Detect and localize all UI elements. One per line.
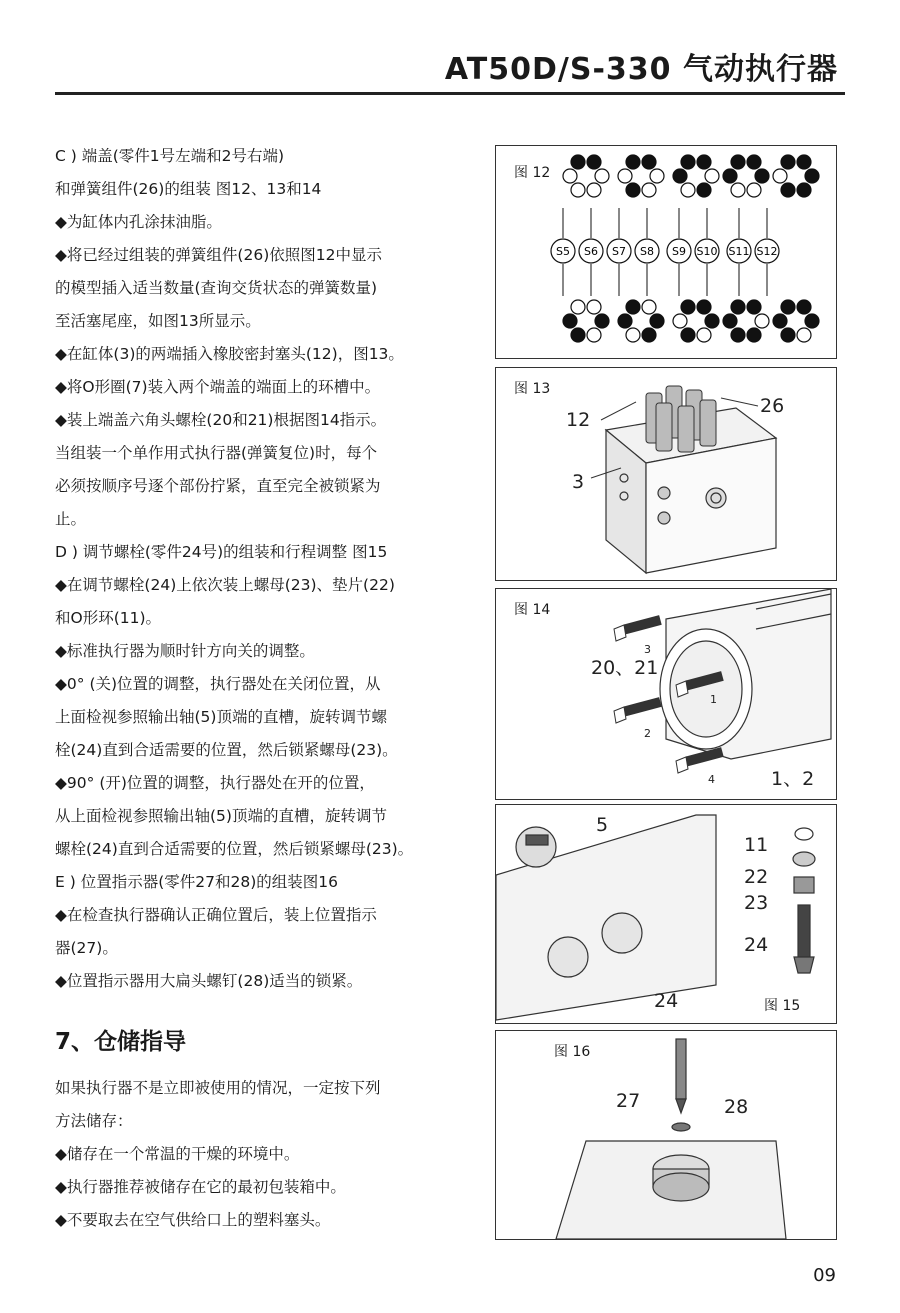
spring-position-dot	[747, 155, 761, 169]
paragraph-line: ◆装上端盖六角头螺栓(20和21)根据图14指示。	[55, 411, 387, 429]
spring-position-dot	[650, 169, 664, 183]
spring-position-dot	[697, 328, 711, 342]
figure-14-label: 图 14	[514, 602, 551, 618]
spring-position-dot	[705, 169, 719, 183]
paragraph-line: ◆0° (关)位置的调整，执行器处在关闭位置，从	[55, 675, 381, 693]
spring-position-dot	[563, 169, 577, 183]
spring-position-dot	[747, 183, 761, 197]
spring-position-dot	[587, 155, 601, 169]
spring-position-dot	[587, 328, 601, 342]
spring-label: S5	[556, 245, 570, 258]
spring-position-dot	[797, 328, 811, 342]
paragraph-line: 当组装一个单作用式执行器(弹簧复位)时，每个	[55, 444, 378, 462]
spring-position-dot	[571, 300, 585, 314]
paragraph-line: C ) 端盖(零件1号左端和2号右端)	[55, 147, 285, 165]
paragraph-line: ◆在检查执行器确认正确位置后，装上位置指示	[55, 906, 377, 924]
spring-position-dot	[731, 328, 745, 342]
paragraph-line: ◆为缸体内孔涂抹油脂。	[55, 213, 222, 231]
callout-22: 22	[744, 866, 769, 888]
adjustment-bolt-illustration	[496, 805, 836, 1023]
spring-label: S6	[584, 245, 598, 258]
spring-position-dot	[805, 169, 819, 183]
spring-label: S12	[756, 245, 778, 258]
page-number: 09	[813, 1265, 836, 1286]
spring-position-dot	[642, 328, 656, 342]
figure-16	[495, 1030, 837, 1240]
spring-position-dot	[626, 300, 640, 314]
callout-27: 27	[616, 1090, 641, 1112]
spring-position-dot	[781, 300, 795, 314]
spring-position-dot	[805, 314, 819, 328]
spring-position-dot	[571, 183, 585, 197]
bolt-number-1: 1	[710, 693, 717, 706]
spring-position-dot	[781, 328, 795, 342]
spring-position-dot	[595, 169, 609, 183]
spring-position-dot	[747, 300, 761, 314]
spring-position-dot	[797, 300, 811, 314]
spring-position-dot	[595, 314, 609, 328]
bolt-number-4: 4	[708, 773, 715, 786]
cylinder-spring-illustration	[496, 368, 836, 580]
spring-position-dot	[618, 314, 632, 328]
callout-12: 12	[566, 409, 591, 431]
spring-label: S10	[696, 245, 718, 258]
spring-position-dot	[618, 169, 632, 183]
spring-position-dot	[697, 300, 711, 314]
position-indicator-illustration	[496, 1031, 836, 1239]
paragraph-line: ◆90° (开)位置的调整，执行器处在开的位置，	[55, 774, 375, 792]
end-cap-bolt-illustration	[496, 589, 836, 799]
spring-position-dot	[755, 169, 769, 183]
paragraph-line: 从上面检视参照输出轴(5)顶端的直槽，旋转调节	[55, 807, 387, 825]
section-7-text	[55, 1072, 485, 1237]
figure-12	[495, 145, 837, 359]
paragraph-line: 栓(24)直到合适需要的位置，然后锁紧螺母(23)。	[55, 741, 398, 759]
callout-24-bottom: 24	[654, 990, 679, 1012]
spring-position-dot	[642, 155, 656, 169]
paragraph-line: ◆在缸体(3)的两端插入橡胶密封塞头(12)，图13。	[55, 345, 404, 363]
callout-26: 26	[760, 395, 785, 417]
paragraph-line: 和O形环(11)。	[55, 609, 162, 627]
figure-12-label: 图 12	[514, 165, 551, 181]
paragraph-line: 器(27)。	[55, 939, 118, 957]
paragraph-line: 至活塞尾座，如图13所显示。	[55, 312, 261, 330]
bolt-number-3: 3	[644, 643, 651, 656]
figure-15-label: 图 15	[764, 998, 801, 1014]
spring-position-dot	[797, 183, 811, 197]
paragraph-line: ◆标准执行器为顺时针方向关的调整。	[55, 642, 315, 660]
callout-20-21: 20、21	[591, 657, 659, 679]
spring-label: S8	[640, 245, 654, 258]
paragraph-line: 的模型插入适当数量(查询交货状态的弹簧数量)	[55, 279, 378, 297]
paragraph-line: E ) 位置指示器(零件27和28)的组装图16	[55, 873, 338, 891]
spring-position-dot	[673, 314, 687, 328]
figure-15	[495, 804, 837, 1024]
paragraph-line: 和弹簧组件(26)的组装 图12、13和14	[55, 180, 322, 198]
spring-position-dot	[626, 183, 640, 197]
spring-position-dot	[781, 155, 795, 169]
spring-position-dot	[681, 300, 695, 314]
paragraph-line: ◆在调节螺栓(24)上依次装上螺母(23)、垫片(22)	[55, 576, 395, 594]
spring-position-dot	[587, 183, 601, 197]
figure-13-label: 图 13	[514, 381, 551, 397]
spring-position-dot	[747, 328, 761, 342]
spring-position-dot	[755, 314, 769, 328]
paragraph-line: 如果执行器不是立即被使用的情况，一定按下列	[55, 1079, 381, 1097]
page-title: AT50D/S-330 气动执行器	[444, 52, 838, 87]
spring-position-dot	[731, 155, 745, 169]
spring-position-dot	[587, 300, 601, 314]
spring-position-dot	[571, 328, 585, 342]
spring-position-dot	[626, 155, 640, 169]
paragraph-line: 螺栓(24)直到合适需要的位置，然后锁紧螺母(23)。	[55, 840, 414, 858]
spring-position-dot	[563, 314, 577, 328]
spring-position-dot	[642, 183, 656, 197]
callout-1-2: 1、2	[771, 768, 815, 790]
spring-position-dot	[773, 169, 787, 183]
spring-position-dot	[681, 155, 695, 169]
header-divider	[55, 92, 845, 95]
paragraph-line: 必须按顺序号逐个部份拧紧，直至完全被锁紧为	[55, 477, 381, 495]
instruction-text-column	[55, 140, 485, 1237]
paragraph-line: ◆将O形圈(7)装入两个端盖的端面上的环槽中。	[55, 378, 381, 396]
callout-5: 5	[596, 814, 609, 836]
bolt-number-2: 2	[644, 727, 651, 740]
paragraph-line: ◆储存在一个常温的干燥的环境中。	[55, 1145, 300, 1163]
figure-16-label: 图 16	[554, 1044, 591, 1060]
callout-3: 3	[572, 471, 585, 493]
paragraph-line: ◆不要取去在空气供给口上的塑料塞头。	[55, 1211, 331, 1229]
spring-position-dot	[723, 314, 737, 328]
paragraph-line: ◆执行器推荐被储存在它的最初包装箱中。	[55, 1178, 346, 1196]
paragraph-line: ◆位置指示器用大扁头螺钉(28)适当的锁紧。	[55, 972, 363, 990]
spring-position-dot	[571, 155, 585, 169]
section-c-d-e-text	[55, 140, 485, 998]
spring-position-dot	[705, 314, 719, 328]
spring-position-dot	[697, 155, 711, 169]
section-7-title: 7、仓储指导	[55, 1029, 187, 1055]
paragraph-line: 上面检视参照输出轴(5)顶端的直槽，旋转调节螺	[55, 708, 387, 726]
callout-28: 28	[724, 1096, 749, 1118]
figure-14	[495, 588, 837, 800]
paragraph-line: ◆将已经过组装的弹簧组件(26)依照图12中显示	[55, 246, 382, 264]
callout-24-right: 24	[744, 934, 769, 956]
spring-position-dot	[731, 300, 745, 314]
spring-position-dot	[650, 314, 664, 328]
spring-position-dot	[681, 328, 695, 342]
spring-position-dot	[797, 155, 811, 169]
spring-label: S9	[672, 245, 686, 258]
spring-position-dot	[723, 169, 737, 183]
figure-13	[495, 367, 837, 581]
paragraph-line: 方法储存：	[55, 1112, 133, 1130]
callout-23: 23	[744, 892, 769, 914]
spring-position-dot	[681, 183, 695, 197]
callout-11: 11	[744, 834, 769, 856]
spring-position-dot	[697, 183, 711, 197]
spring-label: S11	[728, 245, 750, 258]
spring-position-dot	[642, 300, 656, 314]
spring-position-dot	[626, 328, 640, 342]
spring-position-dot	[773, 314, 787, 328]
paragraph-line: 止。	[55, 510, 87, 528]
spring-position-dot	[731, 183, 745, 197]
spring-label: S7	[612, 245, 626, 258]
spring-position-dot	[781, 183, 795, 197]
spring-position-dot	[673, 169, 687, 183]
paragraph-line: D ) 调节螺栓(零件24号)的组装和行程调整 图15	[55, 543, 388, 561]
